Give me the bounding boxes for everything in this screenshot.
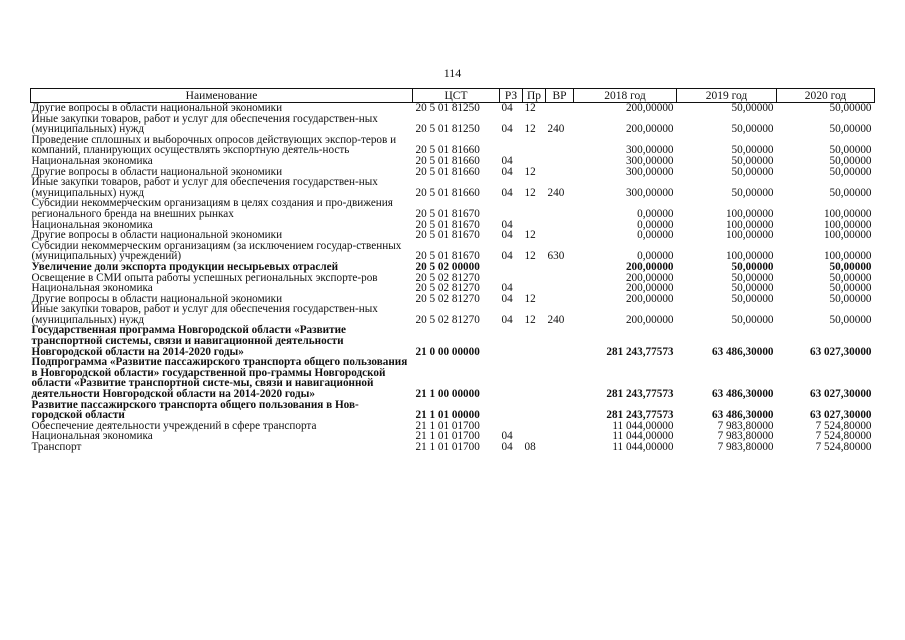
cell-y2020: 63 027,30000 xyxy=(809,388,872,401)
cell-y2020: 100,00000 xyxy=(823,218,872,231)
cell-pr xyxy=(523,273,546,284)
cell-vr xyxy=(546,135,574,156)
cell-name: Иные закупки товаров, работ и услуг для обеспечения государствен-ных (муниципальных) нужд xyxy=(31,176,378,199)
cell-y2018: 11 044,00000 xyxy=(612,419,674,432)
cell-name: Обеспечение деятельности учреждений в сфере транспорта xyxy=(31,419,317,432)
cell-rz xyxy=(500,262,523,273)
cell-pr xyxy=(523,262,546,273)
cell-y2020: 50,00000 xyxy=(829,282,872,295)
cell-vr xyxy=(546,198,574,219)
cell-name: Национальная экономика xyxy=(31,430,153,443)
cell-y2020: 50,00000 xyxy=(829,165,872,178)
cell-pr xyxy=(523,421,546,432)
cell-vr xyxy=(546,431,574,442)
table-row xyxy=(31,177,875,198)
cell-y2018: 0,00000 xyxy=(637,218,674,231)
table-body xyxy=(31,103,875,453)
cell-pr xyxy=(523,400,546,421)
cell-y2019: 50,00000 xyxy=(731,123,774,136)
header-2018: 2018 год xyxy=(574,89,677,103)
header-rz: РЗ xyxy=(500,89,523,103)
cell-y2018: 200,00000 xyxy=(625,292,674,305)
cell-y2018: 200,00000 xyxy=(625,313,674,326)
cell-name: Развитие пассажирского транспорта общего пользования в Нов-городской области xyxy=(31,398,359,422)
cell-y2020: 50,00000 xyxy=(829,123,872,136)
cell-pr xyxy=(523,198,546,219)
cell-cst: 21 1 01 01700 xyxy=(415,419,480,432)
cell-vr xyxy=(546,167,574,178)
table-row xyxy=(31,304,875,325)
cell-y2020: 100,00000 xyxy=(823,250,872,263)
cell-y2018: 0,00000 xyxy=(637,229,674,242)
cell-cst: 21 1 01 01700 xyxy=(415,430,480,443)
cell-y2019: 100,00000 xyxy=(725,207,774,220)
table-row xyxy=(31,400,875,421)
table-row xyxy=(31,114,875,135)
cell-vr xyxy=(546,294,574,305)
cell-y2018: 11 044,00000 xyxy=(612,441,674,453)
cell-rz: 04 xyxy=(501,102,513,114)
cell-name: Проведение сплошных и выборочных опросов действующих экспор-теров и компаний, планирующих осуществлять экспортную деятель-ность xyxy=(31,133,397,157)
cell-rz xyxy=(500,400,523,421)
cell-name: Другие вопросы в области национальной экономики xyxy=(31,229,283,242)
cell-cst: 21 1 01 01700 xyxy=(415,441,480,453)
cell-pr: 12 xyxy=(524,313,536,326)
cell-y2019: 50,00000 xyxy=(731,313,774,326)
cell-cst: 20 5 01 81670 xyxy=(415,207,480,220)
cell-cst: 20 5 02 81270 xyxy=(415,271,480,284)
cell-rz: 04 xyxy=(501,250,513,263)
cell-y2020: 63 027,30000 xyxy=(809,409,872,422)
cell-y2019: 50,00000 xyxy=(731,271,774,284)
cell-cst: 21 0 00 00000 xyxy=(415,345,480,358)
header-pr: Пр xyxy=(523,89,546,103)
cell-name: Транспорт xyxy=(31,441,82,453)
cell-name: Государственная программа Новгородской области «Развитие транспортной системы, связи и навигационной деятельности Новгородской области на 2014-2020 годы» xyxy=(31,324,347,358)
cell-rz: 04 xyxy=(501,218,513,231)
cell-y2018: 281 243,77573 xyxy=(606,345,674,358)
cell-pr: 12 xyxy=(524,186,536,199)
cell-y2019: 100,00000 xyxy=(725,229,774,242)
cell-y2020: 100,00000 xyxy=(823,207,872,220)
cell-rz xyxy=(500,325,523,357)
cell-vr xyxy=(546,103,574,114)
cell-cst: 20 5 02 81270 xyxy=(415,282,480,295)
cell-y2018: 200,00000 xyxy=(625,282,674,295)
cell-y2019: 7 983,80000 xyxy=(717,419,774,432)
cell-vr xyxy=(546,325,574,357)
cell-vr xyxy=(546,156,574,167)
table-row xyxy=(31,442,875,453)
cell-y2019: 100,00000 xyxy=(725,250,774,263)
cell-cst: 20 5 01 81670 xyxy=(415,218,480,231)
cell-rz: 04 xyxy=(501,229,513,242)
cell-y2018: 300,00000 xyxy=(625,165,674,178)
header-row xyxy=(31,89,875,103)
cell-name: Другие вопросы в области национальной экономики xyxy=(31,165,283,178)
cell-y2019: 7 983,80000 xyxy=(717,430,774,443)
cell-vr xyxy=(546,421,574,432)
cell-pr: 12 xyxy=(524,102,536,114)
cell-pr: 08 xyxy=(524,441,536,453)
cell-name: Субсидии некоммерческим организациям (за исключением государ-ственных (муниципальных) учреждений) xyxy=(31,239,402,263)
cell-cst: 20 5 01 81250 xyxy=(415,123,480,136)
cell-y2020: 50,00000 xyxy=(829,260,872,273)
header-2020: 2020 год xyxy=(777,89,875,103)
cell-y2020: 100,00000 xyxy=(823,229,872,242)
cell-name: Увеличение доли экспорта продукции несырьевых отраслей xyxy=(31,260,339,273)
cell-y2019: 63 486,30000 xyxy=(711,345,774,358)
cell-y2020: 7 524,80000 xyxy=(815,419,872,432)
cell-y2019: 50,00000 xyxy=(731,292,774,305)
cell-name: Подпрограмма «Развитие пассажирского транспорта общего пользования в Новгородской области» государственной про-граммы Новгородской области «Развитие транспортной систе-мы, связи и навигационной деятельности Новгородской области на 2014-2020 годы» xyxy=(31,356,408,401)
cell-y2019: 100,00000 xyxy=(725,218,774,231)
table-row xyxy=(31,103,875,114)
cell-y2019: 50,00000 xyxy=(731,282,774,295)
cell-cst: 20 5 01 81670 xyxy=(415,250,480,263)
cell-vr: 240 xyxy=(547,123,565,136)
cell-name: Национальная экономика xyxy=(31,282,153,295)
cell-y2018: 0,00000 xyxy=(637,207,674,220)
cell-pr: 12 xyxy=(524,292,536,305)
header-2019: 2019 год xyxy=(677,89,777,103)
cell-name: Другие вопросы в области национальной экономики xyxy=(31,102,283,114)
header-vr: ВР xyxy=(546,89,574,103)
cell-y2019: 50,00000 xyxy=(731,102,774,114)
cell-y2020: 50,00000 xyxy=(829,144,872,157)
cell-rz: 04 xyxy=(501,430,513,443)
cell-name: Иные закупки товаров, работ и услуг для обеспечения государствен-ных (муниципальных) нужд xyxy=(31,112,378,136)
cell-cst: 20 5 02 81270 xyxy=(415,292,480,305)
cell-rz xyxy=(500,135,523,156)
cell-y2018: 300,00000 xyxy=(625,186,674,199)
cell-y2020: 50,00000 xyxy=(829,102,872,114)
cell-cst: 20 5 02 81270 xyxy=(415,313,480,326)
cell-cst: 20 5 01 81660 xyxy=(415,186,480,199)
cell-name: Национальная экономика xyxy=(31,154,153,167)
table-row xyxy=(31,325,875,357)
cell-cst: 20 5 01 81670 xyxy=(415,229,480,242)
cell-pr xyxy=(523,135,546,156)
cell-rz: 04 xyxy=(501,165,513,178)
cell-rz: 04 xyxy=(501,154,513,167)
table-row xyxy=(31,262,875,273)
cell-y2020: 63 027,30000 xyxy=(809,345,872,358)
cell-y2019: 63 486,30000 xyxy=(711,388,774,401)
cell-cst: 20 5 01 81660 xyxy=(415,154,480,167)
cell-cst: 20 5 01 81660 xyxy=(415,165,480,178)
cell-y2020: 50,00000 xyxy=(829,154,872,167)
cell-y2020: 7 524,80000 xyxy=(815,430,872,443)
cell-cst: 20 5 01 81660 xyxy=(415,144,480,157)
cell-y2018: 0,00000 xyxy=(637,250,674,263)
cell-name: Другие вопросы в области национальной экономики xyxy=(31,292,283,305)
cell-y2018: 200,00000 xyxy=(625,271,674,284)
cell-y2019: 50,00000 xyxy=(731,154,774,167)
cell-name: Национальная экономика xyxy=(31,218,153,231)
cell-cst: 21 1 00 00000 xyxy=(415,388,480,401)
cell-y2020: 50,00000 xyxy=(829,271,872,284)
cell-y2020: 50,00000 xyxy=(829,292,872,305)
cell-cst: 20 5 01 81250 xyxy=(415,102,480,114)
table-row xyxy=(31,241,875,262)
cell-vr: 240 xyxy=(547,186,565,199)
cell-y2019: 50,00000 xyxy=(731,144,774,157)
cell-y2018: 300,00000 xyxy=(625,144,674,157)
cell-y2020: 50,00000 xyxy=(829,186,872,199)
cell-y2020: 7 524,80000 xyxy=(815,441,872,453)
cell-rz: 04 xyxy=(501,123,513,136)
header-cst: ЦСТ xyxy=(413,89,500,103)
cell-y2018: 200,00000 xyxy=(625,102,674,114)
header-name: Наименование xyxy=(31,89,413,103)
cell-vr xyxy=(546,283,574,294)
table-row xyxy=(31,135,875,156)
cell-cst: 20 5 02 00000 xyxy=(415,260,480,273)
cell-rz: 04 xyxy=(501,186,513,199)
cell-name: Субсидии некоммерческим организациям в целях создания и про-движения регионального бренда на внешних рынках xyxy=(31,197,393,220)
cell-vr xyxy=(546,262,574,273)
cell-y2020: 50,00000 xyxy=(829,313,872,326)
cell-y2019: 50,00000 xyxy=(731,260,774,273)
cell-y2019: 50,00000 xyxy=(731,165,774,178)
cell-name: Иные закупки товаров, работ и услуг для обеспечения государствен-ных (муниципальных) нужд xyxy=(31,303,378,326)
cell-vr xyxy=(546,273,574,284)
cell-rz xyxy=(500,357,523,399)
cell-rz: 04 xyxy=(501,313,513,326)
cell-y2018: 281 243,77573 xyxy=(606,388,674,401)
cell-y2018: 11 044,00000 xyxy=(612,430,674,443)
table-row xyxy=(31,198,875,219)
cell-y2019: 63 486,30000 xyxy=(711,409,774,422)
table-row xyxy=(31,357,875,399)
cell-pr xyxy=(523,357,546,399)
budget-table xyxy=(30,88,875,453)
cell-vr xyxy=(546,230,574,241)
cell-rz: 04 xyxy=(501,441,513,453)
cell-y2018: 200,00000 xyxy=(625,260,674,273)
cell-pr xyxy=(523,325,546,357)
cell-vr: 630 xyxy=(547,250,565,263)
cell-vr xyxy=(546,442,574,453)
cell-name: Освещение в СМИ опыта работы успешных региональных экспорте-ров xyxy=(31,271,378,284)
cell-y2019: 50,00000 xyxy=(731,186,774,199)
cell-y2018: 281 243,77573 xyxy=(606,409,674,422)
cell-pr: 12 xyxy=(524,123,536,136)
cell-pr: 12 xyxy=(524,229,536,242)
cell-cst: 21 1 01 00000 xyxy=(415,409,480,422)
cell-pr: 12 xyxy=(524,165,536,178)
cell-y2019: 7 983,80000 xyxy=(717,441,774,453)
cell-vr xyxy=(546,357,574,399)
cell-rz: 04 xyxy=(501,282,513,295)
cell-vr xyxy=(546,220,574,231)
cell-pr: 12 xyxy=(524,250,536,263)
cell-y2018: 200,00000 xyxy=(625,123,674,136)
cell-rz: 04 xyxy=(501,292,513,305)
cell-rz xyxy=(500,198,523,219)
cell-y2018: 300,00000 xyxy=(625,154,674,167)
cell-vr xyxy=(546,400,574,421)
cell-vr: 240 xyxy=(547,313,565,326)
table-row xyxy=(31,156,875,167)
page-number: 114 xyxy=(443,66,462,80)
cell-pr xyxy=(523,156,546,167)
